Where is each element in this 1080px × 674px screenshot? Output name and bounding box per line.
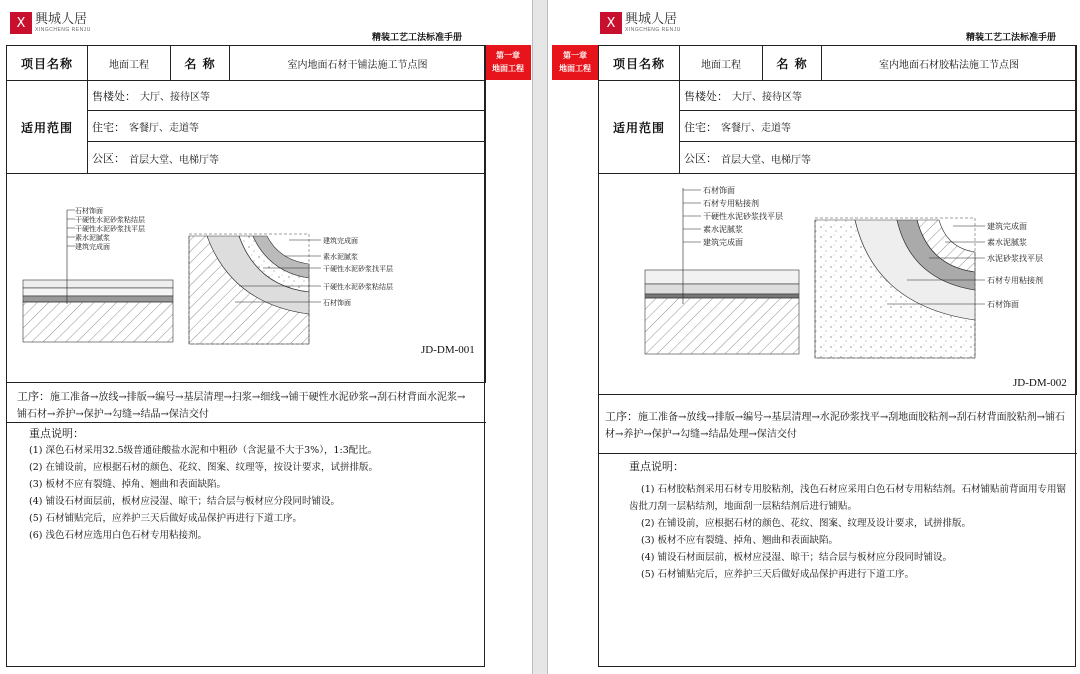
drawing-name: 室内地面石材干铺法施工节点图	[229, 45, 486, 81]
brand-logo	[600, 12, 681, 34]
scope-item-label: 公区：	[92, 152, 125, 165]
scope-item-value: 首层大堂、电梯厅等	[129, 154, 219, 166]
name-label: 名 称	[170, 45, 230, 81]
diagram-label: 素水泥腻浆	[703, 225, 743, 234]
scope-item	[680, 112, 1076, 142]
key-notes	[29, 425, 479, 544]
diagram-label: 石材饰面	[75, 207, 103, 215]
manual-title: 精装工艺工法标准手册	[966, 33, 1057, 43]
scope-list	[679, 80, 1077, 174]
scope-item-value: 大厅、接待区等	[732, 92, 802, 103]
drawing-code: JD-DM-002	[1013, 377, 1067, 389]
diagram-label: 石材饰面	[703, 186, 735, 195]
note-item: (5) 石材铺贴完后，应养护三天后做好成品保护再进行下道工序。	[641, 569, 914, 580]
note-item: (3) 板材不应有裂缝、掉角、翘曲和表面缺陷。	[29, 479, 226, 490]
divider	[598, 453, 1077, 454]
spec-sheet	[6, 45, 485, 667]
process-steps: 施工准备→放线→排版→编号→基层清理→水泥砂浆找平→刮地面胶粘剂→刮石材背面胶粘剂→铺石材→养护→保护→勾缝→结晶处理→保洁交付	[605, 412, 1066, 440]
key-notes	[629, 458, 1069, 583]
diagram-label: 干硬性水泥砂浆找平层	[323, 265, 393, 273]
brand-name-cn: 興城人居	[625, 12, 678, 27]
notes-title: 重点说明：	[629, 460, 684, 473]
project-name-value: 地面工程	[87, 45, 171, 81]
scope-item-label: 售楼处：	[684, 89, 728, 103]
scope-label: 适用范围	[598, 80, 680, 174]
chapter-tab[interactable]	[485, 45, 531, 80]
scope-label: 适用范围	[6, 80, 88, 174]
project-name-value: 地面工程	[679, 45, 763, 81]
scope-item-value: 首层大堂、电梯厅等	[721, 154, 811, 166]
spec-sheet	[598, 45, 1076, 667]
note-item: (2) 在铺设前，应根据石材的颜色、花纹、图案、纹理等，按设计要求，试拼排版。	[29, 462, 378, 473]
divider	[6, 422, 486, 423]
scope-item-value: 客餐厅、走道等	[721, 123, 791, 134]
note-item: (6) 浅色石材应选用白色石材专用粘接剂。	[29, 530, 207, 541]
chapter-line1: 第一章	[496, 51, 520, 60]
diagram-label: 干硬性水泥砂浆找平层	[703, 212, 783, 221]
scope-list	[87, 80, 486, 174]
drawing-code: JD-DM-001	[421, 344, 475, 356]
scope-item	[88, 81, 485, 111]
diagram-label: 水泥砂浆找平层	[987, 254, 1043, 263]
logo-mark-icon: X	[10, 12, 32, 34]
process-text	[11, 388, 481, 423]
scope-item-label: 公区：	[684, 152, 717, 165]
process-prefix: 工序：	[605, 410, 638, 423]
chapter-tab[interactable]	[552, 45, 598, 80]
diagram-label: 石材专用粘接剂	[703, 199, 759, 208]
diagram-label: 素水泥腻浆	[987, 238, 1027, 247]
scope-item-label: 售楼处：	[92, 89, 136, 103]
diagram-label: 素水泥腻浆	[323, 253, 358, 261]
note-item: (1) 深色石材采用32.5级普通硅酸盐水泥和中粗砂（含泥量不大于3%），1:3配比。	[29, 445, 378, 456]
diagram-label: 石材专用粘接剂	[987, 276, 1043, 285]
scope-item-label: 住宅：	[684, 120, 717, 134]
drawing-name: 室内地面石材胶粘法施工节点图	[821, 45, 1077, 81]
logo-mark-icon: X	[600, 12, 622, 34]
diagram-label: 建筑完成面	[703, 238, 743, 247]
note-item: (4) 铺设石材面层前，板材应浸湿、晾干；结合层与板材应分段同时铺设。	[641, 552, 952, 563]
brand-name-en: XINGCHENG RENJU	[625, 27, 681, 33]
scope-item-value: 客餐厅、走道等	[129, 123, 199, 134]
chapter-line2: 地面工程	[492, 64, 524, 73]
project-name-label: 项目名称	[6, 45, 88, 81]
brand-logo	[10, 12, 91, 34]
node-diagram	[6, 173, 486, 383]
diagram-label: 建筑完成面	[987, 222, 1027, 231]
scope-item	[88, 112, 485, 142]
diagram-label: 干硬性水泥砂浆粘结层	[323, 283, 393, 291]
scope-item	[680, 143, 1076, 173]
note-item: (5) 石材铺贴完后，应养护三天后做好成品保护再进行下道工序。	[29, 513, 302, 524]
name-label: 名 称	[762, 45, 822, 81]
brand-name-en: XINGCHENG RENJU	[35, 27, 91, 33]
project-name-label: 项目名称	[598, 45, 680, 81]
diagram-label: 素水泥腻浆	[75, 234, 110, 242]
note-item: (3) 板材不应有裂缝、掉角、翘曲和表面缺陷。	[641, 535, 838, 546]
node-diagram	[598, 173, 1077, 395]
note-item: (4) 铺设石材面层前，板材应浸湿、晾干；结合层与板材应分段同时铺设。	[29, 496, 340, 507]
process-steps: 施工准备→放线→排版→编号→基层清理→扫浆→细线→铺干硬性水泥砂浆→刮石材背面水泥浆→铺石材→养护→保护→勾缝→结晶→保洁交付	[17, 392, 466, 420]
process-text	[599, 408, 1073, 443]
process-prefix: 工序：	[17, 390, 50, 403]
chapter-line1: 第一章	[563, 51, 587, 60]
note-item: (1) 石材胶粘剂采用石材专用胶粘剂，浅色石材应采用白色石材专用粘结剂。石材铺贴前背面用专用锯齿批刀刮一层粘结剂，地面刮一层粘结剂后进行铺贴。	[629, 484, 1066, 512]
diagram-label: 干硬性水泥砂浆粘结层	[75, 216, 145, 224]
diagram-label: 石材饰面	[987, 300, 1019, 309]
scope-item-label: 住宅：	[92, 120, 125, 134]
scope-item	[88, 143, 485, 173]
page-gutter	[532, 0, 548, 674]
brand-name-cn: 興城人居	[35, 12, 88, 27]
left-page	[0, 0, 532, 674]
diagram-label: 建筑完成面	[323, 237, 358, 245]
scope-item	[680, 81, 1076, 111]
diagram-label: 石材饰面	[323, 299, 351, 307]
note-item: (2) 在铺设前，应根据石材的颜色、花纹、图案、纹理及设计要求，试拼排版。	[641, 518, 971, 529]
notes-title: 重点说明：	[29, 427, 84, 440]
scope-item-value: 大厅、接待区等	[140, 92, 210, 103]
diagram-label: 建筑完成面	[75, 243, 110, 251]
manual-title: 精装工艺工法标准手册	[372, 33, 463, 43]
right-page	[548, 0, 1080, 674]
chapter-line2: 地面工程	[559, 64, 591, 73]
diagram-label: 干硬性水泥砂浆找平层	[75, 225, 145, 233]
